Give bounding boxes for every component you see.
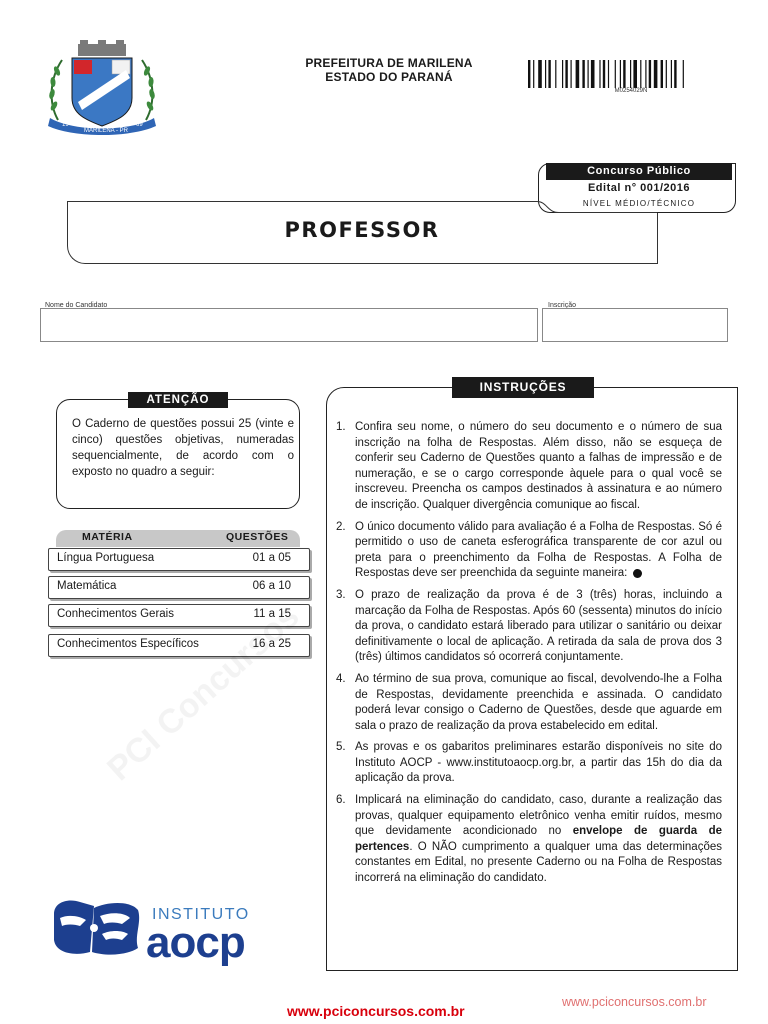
title-frame-corner — [537, 201, 657, 213]
candidate-name-field[interactable] — [40, 308, 538, 342]
instrucoes-label: INSTRUÇÕES — [452, 377, 594, 398]
instrucao-text-end: . O NÃO cumprimento a qualquer uma das determinações constantes em Edital, no presente Caderno ou na Folha de Respostas incorrerá na eliminação do candidato. — [355, 840, 722, 885]
instrucao-text: Implicará na eliminação do candidato, caso, durante a realização das provas, qualquer equipamento eletrônico venha emitir ruídos, mesmo que devidamente acondicionado no — [355, 794, 722, 838]
crest-year-right: 69 — [136, 122, 143, 128]
questoes-range: 16 a 25 — [252, 638, 291, 650]
materia-name: Conhecimentos Específicos — [57, 638, 199, 650]
instrucao-text: O prazo de realização da prova é de 3 (três) horas, incluindo a marcação da Folha de Respostas. Após 60 (sessenta) minutos do início da prova, o candidato estará liberado para utilizar o sanitário ou deixar definitivamente o local de aplicação. A retirada da sala de prova dos 3 (três) últimos candidatos só ocorrerá conjuntamente. — [355, 588, 722, 664]
atencao-label: ATENÇÃO — [128, 392, 228, 408]
inscricao-label: Inscrição — [548, 302, 577, 309]
instrucao-item — [336, 588, 722, 666]
instrucao-item — [336, 793, 722, 887]
edital-number: Edital n° 001/2016 — [587, 182, 691, 194]
municipal-crest-logo — [44, 40, 160, 136]
instrucao-text: Ao término de sua prova, comunique ao fiscal, devolvendo-lhe a Folha de Respostas, devidamente preenchida e assinada. O candidato poderá levar consigo o Caderno de Questões, desde que aguarde em sala o prazo de realização da prova estabelecido em edital. — [355, 672, 722, 732]
instrucao-number: 5. — [336, 741, 346, 754]
org-state: ESTADO DO PARANÁ — [325, 70, 453, 84]
filled-bubble-icon — [633, 569, 642, 578]
instrucao-number: 3. — [336, 588, 346, 601]
materia-row — [48, 548, 310, 571]
instrucao-item — [336, 740, 722, 787]
instrucao-item — [336, 420, 722, 514]
logo-name-text: aocp — [146, 918, 245, 967]
org-name: PREFEITURA DE MARILENA — [305, 56, 473, 70]
questoes-column-header: QUESTÕES — [226, 531, 289, 543]
instrucao-text: As provas e os gabaritos preliminares estarão disponíveis no site do Instituto AOCP - www.institutoaocp.org.br, a partir das 15h do dia da aplicação da prova. — [355, 741, 722, 785]
footer-url-link[interactable]: www.pciconcursos.com.br — [287, 1003, 465, 1019]
logo-instituto-text: INSTITUTO — [152, 906, 250, 923]
page-title: PROFESSOR — [284, 218, 440, 242]
instrucao-text: O único documento válido para avaliação é a Folha de Respostas. Só é permitido o uso de caneta esferográfica transparente de cor azul ou preta para o preenchimento da Folha de Respostas. A Folha de Respostas deve ser preenchida da seguinte maneira: — [355, 520, 722, 580]
barcode-number: M0254029N — [614, 88, 648, 94]
instrucao-number: 2. — [336, 520, 346, 533]
nivel-label: NÍVEL MÉDIO/TÉCNICO — [582, 199, 696, 208]
title-frame-top — [67, 201, 537, 202]
atencao-text: O Caderno de questões possui 25 (vinte e cinco) questões objetivas, numeradas sequencialmente, de acordo com o exposto no quadro a seguir: — [72, 418, 294, 478]
materia-name: Língua Portuguesa — [57, 552, 155, 564]
instrucao-number: 1. — [336, 421, 346, 433]
crest-year-left: 19 — [62, 122, 69, 128]
footer-url-watermark: www.pciconcursos.com.br — [562, 995, 707, 1009]
barcode — [528, 60, 734, 88]
crest-banner-text: MARILENA - PR — [84, 128, 129, 134]
questoes-range: 06 a 10 — [252, 580, 291, 592]
instrucao-item — [336, 672, 722, 734]
instrucao-item — [336, 520, 722, 582]
instrucoes-list — [336, 420, 722, 893]
materia-row — [48, 576, 310, 599]
materia-name: Matemática — [57, 580, 117, 592]
aocp-logo-icon — [50, 896, 142, 958]
instrucao-number: 6. — [336, 794, 346, 807]
questoes-range: 11 a 15 — [253, 608, 291, 620]
header-organization — [260, 56, 518, 84]
instrucao-text: Confira seu nome, o número do seu documento e o número de sua inscrição na folha de Respostas. Além disso, não se esqueça de conferir seu Caderno de Questões quanto a falhas de impressão e de numeração, e se o cargo corresponde àquele para o qual você se inscreveu. Preencha os campos destinados à assinatura e ao número de inscrição. Qualquer divergência comunique ao fiscal. — [355, 421, 722, 511]
concurso-label: Concurso Público — [546, 163, 732, 180]
questoes-range: 01 a 05 — [252, 552, 291, 564]
title-frame-right — [657, 213, 658, 263]
instrucao-bold-text: envelope de guarda de pertences — [355, 825, 723, 853]
candidate-name-label: Nome do Candidato — [45, 302, 108, 309]
materia-name: Conhecimentos Gerais — [57, 608, 174, 620]
materia-column-header: MATÉRIA — [82, 531, 133, 543]
inscricao-field[interactable] — [542, 308, 728, 342]
instrucao-number: 4. — [336, 672, 346, 685]
